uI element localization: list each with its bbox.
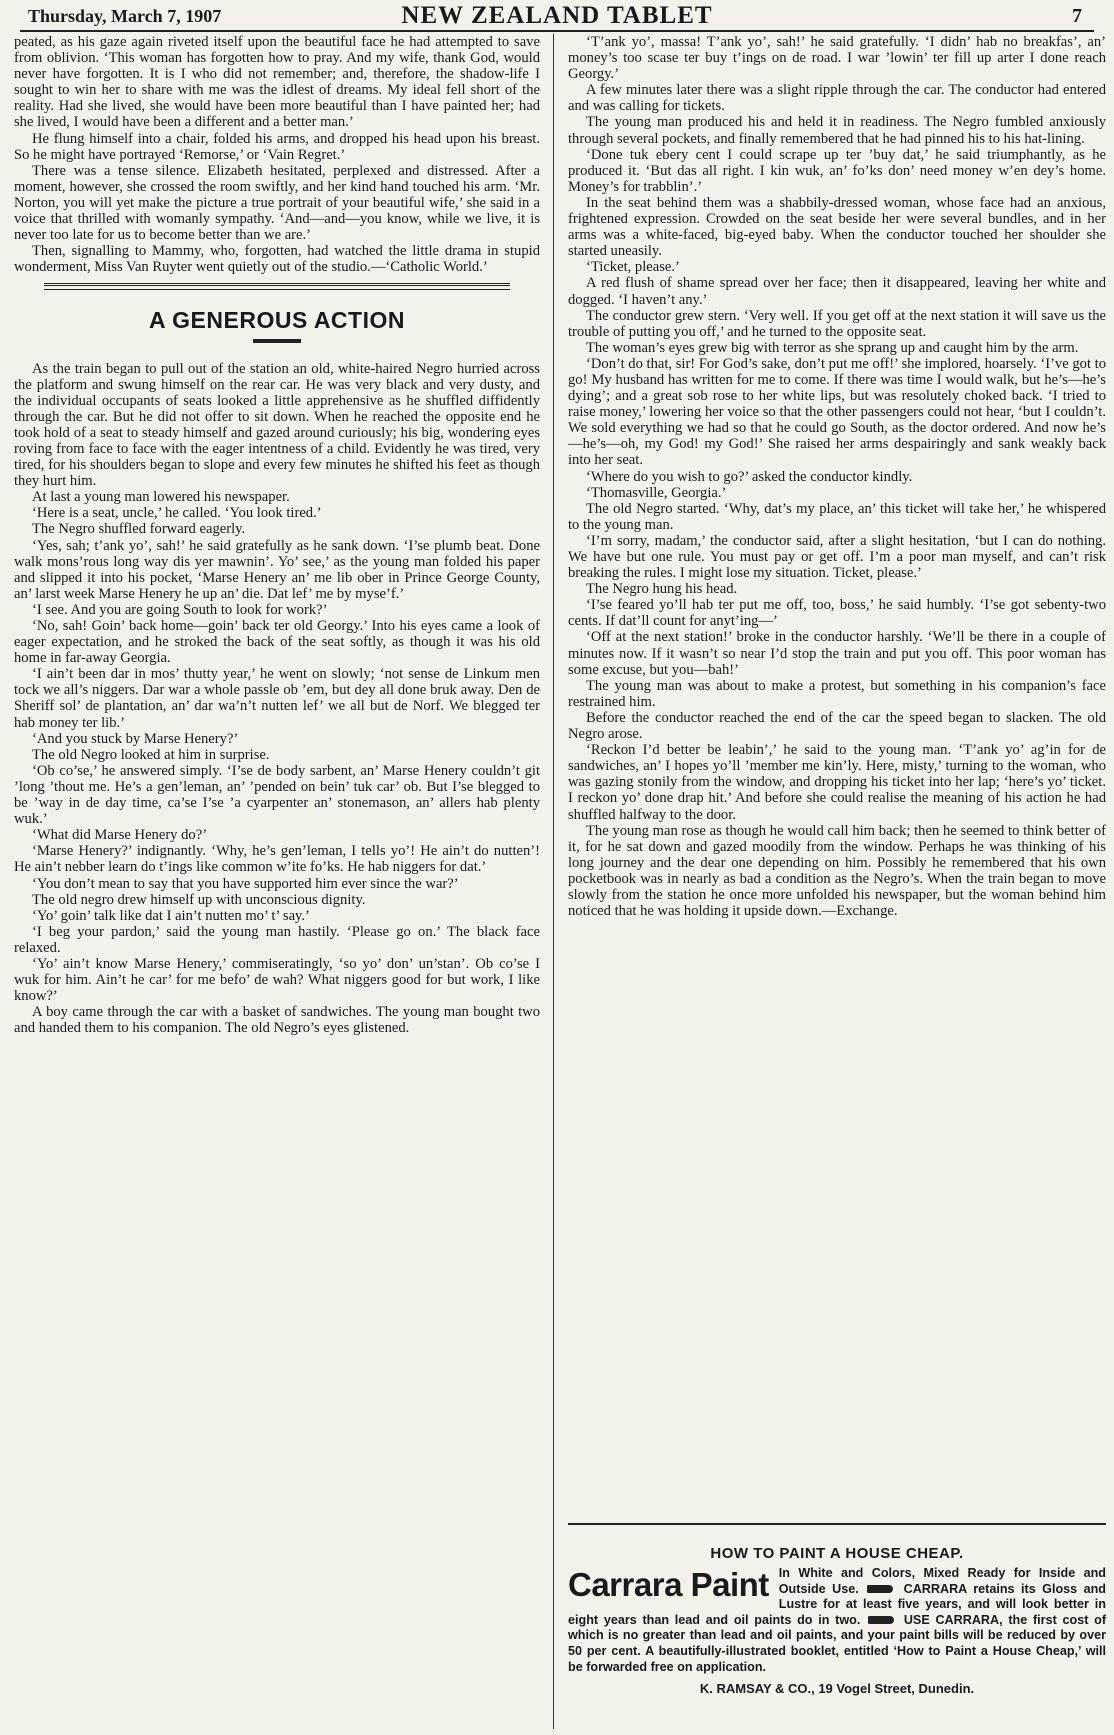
right-column (568, 34, 1106, 919)
article-paragraph: The old Negro looked at him in surprise. (32, 746, 270, 763)
newspaper-title: NEW ZEALAND TABLET (401, 2, 713, 29)
article-paragraph: ‘You don’t mean to say that you have supported him ever since the war?’ (32, 875, 459, 892)
article-headline: A GENEROUS ACTION (149, 307, 405, 334)
advert-heading: HOW TO PAINT A HOUSE CHEAP. (710, 1545, 964, 1562)
headline-dash (253, 339, 301, 343)
article-paragraph: As the train began to pull out of the station an old, white-haired Negro hurried across the platform and swung himself on the rear car. He was very black and very dusty, and the individual occupants of seats looked a little apprehensive as he shuffled diffidently through the car. But he did not offer to sit down. When he reached the opposite end he took hold of a seat to steady himself and gazed around curiously; his big, wondering eyes roving from face to face with the eager intentness of a child. Evidently he was tired, very tired, for his shoulders began to slope and every few minutes he shifted his feet as though they hurt him. (14, 360, 540, 490)
article-paragraph: The young man rose as though he would call him back; then he seemed to think better of it, for he sat down and gazed moodily from the window. Perhaps he was thinking of his long journey and the dear one depending on him. Possibly he remembered that his own pocketbook was in nearly as bad a condition as the Negro’s. When the train began to move slowly from the station he once more unfolded his newspaper, but the woman behind him noticed that he was holding it upside down.—Exchange. (568, 822, 1106, 920)
article-paragraph: ‘Off at the next station!’ broke in the conductor harshly. ‘We’ll be there in a couple of minutes now. If it wasn’t so near I’d stop the train and put you off. This poor woman has some excuse, but you—bah!’ (568, 629, 1106, 678)
article-paragraph: A few minutes later there was a slight ripple through the car. The conductor had entered and was calling for tickets. (568, 82, 1106, 115)
article-paragraph: ‘Ticket, please.’ (586, 259, 680, 276)
advert-footer: K. RAMSAY & CO., 19 Vogel Street, Dunedin. (699, 1681, 975, 1697)
article-paragraph: ‘Yes, sah; t’ank yo’, sah!’ he said gratefully as he sank down. ‘I’se plumb beat. Done walk mons’rous long way dis yer mawnin’. Yo’ see,’ as the young man folded his paper and slipped it into his pocket, ‘Marse Henery an’ me lib ober in Prince George County, an’ larst week Marse Henery he up an’ die. Dat lef’ me by myse’f.’ (14, 537, 540, 602)
carrara-paint-advert (568, 1523, 1106, 1731)
article-paragraph: ‘Ob co’se,’ he answered simply. ‘I’se de body sarbent, an’ Marse Henery couldn’t git ’long ’thout me. He’s a gen’leman, an’ ’pended on bein’ tuk car’ ob. But I’se blegged to be ’way in de day time, ca’se I’se ’a cyarpenter an’ stonemason, an’ allers hab plenty wuk.’ (14, 762, 540, 828)
article-paragraph: ‘I beg your pardon,’ said the young man hastily. ‘Please go on.’ The black face relaxed. (14, 923, 540, 956)
article-paragraph: ‘No, sah! Goin’ back home—goin’ back ter old Georgy.’ Into his eyes came a look of eager expectation, and he stroked the back of the seat softly, as though it was his old home in far-away Georgia. (14, 618, 540, 667)
section-divider (44, 283, 510, 290)
advert-text: CARRARA retains its Gloss and Lustre for at least five years, and will look better in eight years than lead and oil paints do in two. (568, 1581, 1106, 1627)
article-paragraph: ‘Reckon I’d better be leabin’,’ he said to the young man. ‘T’ank yo’ ag’in for de sandwiches, an’ I hopes yo’ll ’member me kin’ly. Here, misty,’ turning to the woman, who was gazing stonily from the window, and dropping his ticket into her lap; ‘here’s yo’ ticket. I reckon yo’ done drap hit.’ And before she could realise the meaning of his action he had shuffled halfway to the door. (568, 742, 1106, 823)
article-paragraph: ‘What did Marse Henery do?’ (32, 827, 208, 844)
issue-date: Thursday, March 7, 1907 (28, 6, 222, 26)
article-paragraph: The old Negro started. ‘Why, dat’s my place, an’ this ticket will take her,’ he whispered to the young man. (568, 500, 1106, 533)
story-paragraph: He flung himself into a chair, folded his arms, and dropped his head upon his breast. So he might have portrayed ‘Remorse,’ or ‘Vain Regret.’ (14, 130, 540, 163)
article-paragraph: ‘Yo’ ain’t know Marse Henery,’ commiseratingly, ‘so yo’ don’ un’stan’. Ob co’se I wuk for him. Ain’t he car’ for me befo’ de wah? What niggers good for but work, I like know?’ (14, 955, 540, 1005)
advert-body (568, 1566, 1106, 1675)
story-paragraph: There was a tense silence. Elizabeth hesitated, perplexed and distressed. After a moment, however, she crossed the room swiftly, and her kind hand touched his arm. ‘Mr. Norton, you will yet make the picture a true portrait of your beautiful wife,’ she said in a voice that thrilled with womanly sympathy. ‘And—and—you know, while we live, it is never too late for us to become better than we are.’ (14, 162, 540, 244)
story-paragraph: peated, as his gaze again riveted itself upon the beautiful face he had attempted to save from oblivion. ‘This woman has forgotten how to pray. And my wife, thank God, would never have forgotten. It is I who did not remember; and, therefore, the shadow-life I sought to win her to share with me was the idlest of dreams. My ideal fell short of the reality. Had she lived, she would have been more beautiful than I have painted her; had she lived, I would have been a different and a better man.’ (14, 34, 540, 131)
page-number: 7 (1072, 5, 1082, 27)
article-paragraph: The conductor grew stern. ‘Very well. If you get off at the next station it will save us the trouble of putting you off,’ and he turned to the opposite seat. (568, 307, 1106, 340)
advert-text: USE CARRARA, the first cost of which is no greater than lead and oil paints, and your paint bills will be reduced by over 50 per cent. A beautifully-illustrated booklet, entitled ‘How to Paint a House Cheap,’ will be forwarded free on application. (568, 1612, 1107, 1674)
article-paragraph: ‘Don’t do that, sir! For God’s sake, don’t put me off!’ she implored, hoarsely. ‘I’ve got to go! My husband has written for me to come. If there was time I would walk, but he’s—he’s dying’; and a great sob rose to her white lips, but was resolutely choked back. ‘I tried to raise money,’ lowering her voice so that the other passengers could not hear, ‘but I couldn’t. We sold everything we had so that he could go South, as the doctor ordered. And now he’s—he’s—oh, my God! my God!’ She raised her arms despairingly and sank weakly back into her seat. (568, 355, 1107, 469)
article-paragraph: ‘Where do you wish to go?’ asked the conductor kindly. (586, 468, 913, 485)
article-paragraph: Before the conductor reached the end of the car the speed began to slacken. The old Negro arose. (568, 709, 1106, 743)
article-paragraph: ‘Thomasville, Georgia.’ (586, 484, 727, 501)
advert-text: In White and Colors, Mixed Ready for Inside and Outside Use. (778, 1566, 1106, 1596)
article-paragraph: The Negro shuffled forward eagerly. (32, 521, 246, 538)
article-paragraph: The Negro hung his head. (586, 581, 738, 598)
column-divider (553, 34, 554, 1729)
masthead (20, 2, 1094, 32)
pointing-hand-icon (867, 1585, 893, 1593)
left-column (14, 34, 540, 1036)
article-paragraph: The old negro drew himself up with unconscious dignity. (32, 891, 366, 908)
pointing-hand-icon (868, 1616, 894, 1624)
article-paragraph: A boy came through the car with a basket of sandwiches. The young man bought two and handed them to his companion. The old Negro’s eyes glistened. (14, 1004, 540, 1037)
story-paragraph: Then, signalling to Mammy, who, forgotten, had watched the little drama in stupid wonderment, Miss Van Ruyter went quietly out of the studio.—‘Catholic World.’ (14, 243, 540, 276)
article-paragraph: The young man produced his and held it in readiness. The Negro fumbled anxiously through several pockets, and finally remembered that he had pinned his to his hat-lining. (568, 114, 1106, 147)
article-paragraph: ‘Yo’ goin’ talk like dat I ain’t nutten mo’ t’ say.’ (32, 907, 310, 924)
article-paragraph: ‘Here is a seat, uncle,’ he called. ‘You look tired.’ (32, 505, 322, 522)
article-paragraph: ‘T’ank yo’, massa! T’ank yo’, sah!’ he said gratefully. ‘I didn’ hab no breakfas’, an’ money’s too scase ter buy t’ings on de road. I war ’lowin’ ter fill up arter I done reach Georgy.’ (568, 34, 1106, 83)
article-paragraph: ‘I’se feared yo’ll hab ter put me off, too, boss,’ he said humbly. ‘I’se got sebenty-two cents. If dat’ll count for anyt’ing—’ (568, 597, 1106, 630)
article-paragraph: The woman’s eyes grew big with terror as she sprang up and caught him by the arm. (586, 339, 1079, 356)
article-paragraph: In the seat behind them was a shabbily-dressed woman, whose face had an anxious, frightened expression. Crowded on the seat beside her were several bundles, and in her arms was a white-faced, big-eyed baby. When the conductor touched her shoulder she started uneasily. (568, 194, 1106, 260)
article-paragraph: At last a young man lowered his newspaper. (32, 489, 290, 506)
advert-brand: Carrara Paint (568, 1566, 769, 1603)
article-paragraph: ‘And you stuck by Marse Henery?’ (32, 730, 239, 747)
article-paragraph: ‘I’m sorry, madam,’ the conductor said, after a slight hesitation, ‘but I can do nothing. We have but one rule. You must pay or get off. I’m a poor man myself, and can’t risk breaking the rules. I might lose my situation. Ticket, please.’ (568, 532, 1106, 582)
article-paragraph: ‘Done tuk ebery cent I could scrape up ter ’buy dat,’ he said triumphantly, as he produced it. ‘But das all right. I kin wuk, an’ fo’ks don’ need money w’en dey’s home. Money’s for trabblin’.’ (568, 146, 1106, 195)
article-paragraph: The young man was about to make a protest, but something in his companion’s face restrained him. (568, 677, 1106, 710)
article-paragraph: ‘I see. And you are going South to look for work?’ (32, 601, 328, 618)
article-paragraph: ‘I ain’t been dar in mos’ thutty year,’ he went on slowly; ‘not sense de Linkum men tock we all’s niggers. Dar war a whole passle ob ’em, but dey all done bruk away. Den de Sheriff sol’ de plantation, an’ dar wa’n’t nutten lef’ we all but de Norf. We blegged ter hab money ter lib.’ (14, 666, 540, 731)
article-paragraph: A red flush of shame spread over her face; then it disappeared, leaving her white and dogged. ‘I haven’t any.’ (568, 275, 1106, 308)
article-paragraph: ‘Marse Henery?’ indignantly. ‘Why, he’s gen’leman, I tells yo’! He ain’t do nutten’! He ain’t nebber learn do t’ings like common w’ite fo’ks. He hab niggers for dat.’ (14, 843, 540, 876)
